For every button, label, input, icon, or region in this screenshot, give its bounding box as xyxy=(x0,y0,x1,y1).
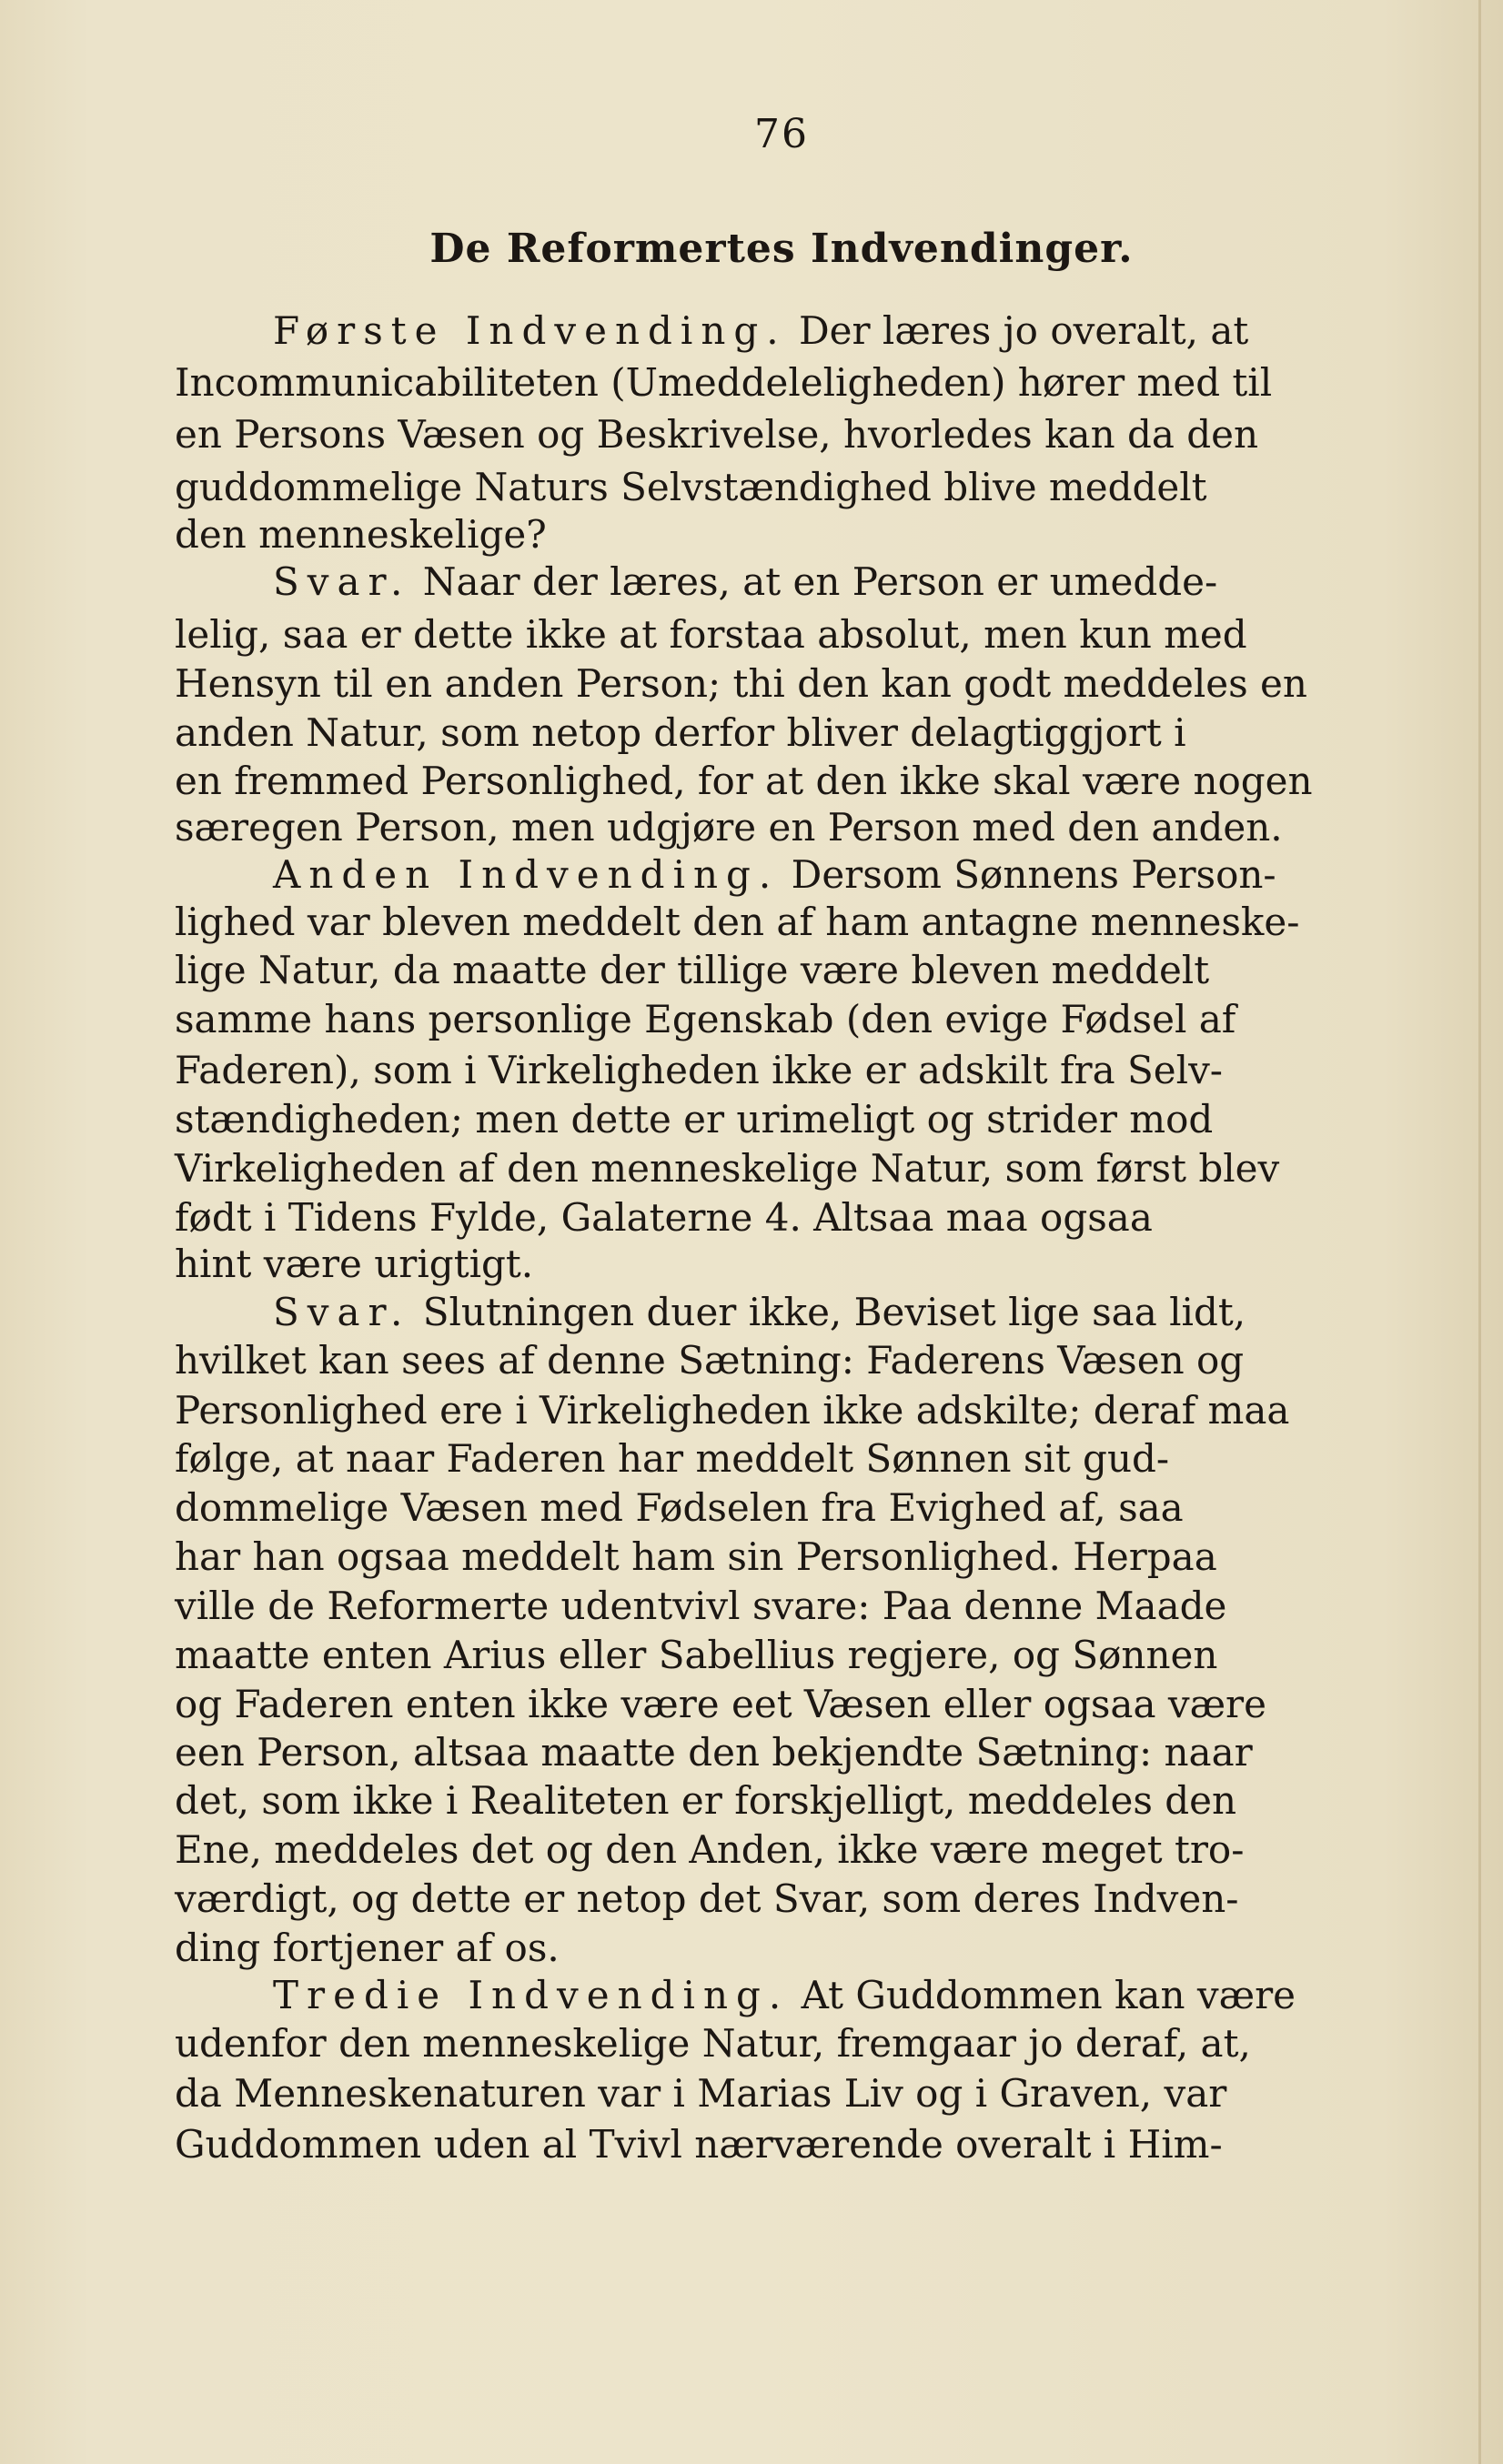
text-line: udenfor den menneskelige Natur, fremgaar jo deraf, at, xyxy=(175,2021,1251,2066)
text-line: Personlighed ere i Virkeligheden ikke adskilte; deraf maa xyxy=(175,1388,1290,1433)
text-line: guddommelige Naturs Selvstændighed blive meddelt xyxy=(175,465,1207,509)
text-line: anden Natur, som netop derfor bliver delagtiggjort i xyxy=(175,710,1186,755)
text-line: følge, at naar Faderen har meddelt Sønnen sit gud- xyxy=(175,1436,1170,1481)
text-line: det, som ikke i Realiteten er forskjelligt, meddeles den xyxy=(175,1778,1237,1823)
page-edge xyxy=(1478,0,1481,2464)
text-line: Første Indvending. Der læres jo overalt, at xyxy=(273,308,1249,353)
text-line: en fremmed Personlighed, for at den ikke skal være nogen xyxy=(175,759,1313,803)
text-line: lige Natur, da maatte der tillige være bleven meddelt xyxy=(175,948,1210,992)
text-line: Faderen), som i Virkeligheden ikke er adskilt fra Selv- xyxy=(175,1048,1223,1092)
text-line: Svar. Naar der læres, at en Person er umedde- xyxy=(273,559,1218,604)
text-line: værdigt, og dette er netop det Svar, som deres Indven- xyxy=(175,1876,1239,1921)
text-line: særegen Person, men udgjøre en Person med den anden. xyxy=(175,805,1283,850)
text-line: da Menneskenaturen var i Marias Liv og i Graven, var xyxy=(175,2071,1227,2116)
text-line: lelig, saa er dette ikke at forstaa absolut, men kun med xyxy=(175,612,1247,657)
section-heading: De Reformertes Indvendinger. xyxy=(429,226,1134,272)
page-number: 76 xyxy=(754,111,809,157)
text-line: hvilket kan sees af denne Sætning: Faderens Væsen og xyxy=(175,1338,1245,1383)
text-line: Ene, meddeles det og den Anden, ikke være meget tro- xyxy=(175,1827,1245,1872)
text-line: og Faderen enten ikke være eet Væsen eller ogsaa være xyxy=(175,1682,1266,1726)
text-line: Svar. Slutningen duer ikke, Beviset lige saa lidt, xyxy=(273,1290,1246,1334)
text-line: Guddommen uden al Tvivl nærværende overalt i Him- xyxy=(175,2122,1223,2167)
text-line: ville de Reformerte udentvivl svare: Paa denne Maade xyxy=(175,1584,1227,1628)
text-line: samme hans personlige Egenskab (den evige Fødsel af xyxy=(175,997,1236,1041)
text-line: dommelige Væsen med Fødselen fra Evighed af, saa xyxy=(175,1485,1184,1530)
text-line: Virkeligheden af den menneskelige Natur, som først blev xyxy=(175,1146,1280,1191)
text-line: Hensyn til en anden Person; thi den kan godt meddeles en xyxy=(175,661,1307,706)
text-line: en Persons Væsen og Beskrivelse, hvorledes kan da den xyxy=(175,412,1259,457)
text-line: een Person, altsaa maatte den bekjendte Sætning: naar xyxy=(175,1730,1253,1775)
text-line: Anden Indvending. Dersom Sønnens Person- xyxy=(273,852,1276,897)
text-line: maatte enten Arius eller Sabellius regjere, og Sønnen xyxy=(175,1633,1218,1677)
text-line: den menneskelige? xyxy=(175,512,547,557)
text-line: ding fortjener af os. xyxy=(175,1926,560,1970)
text-line: Incommunicabiliteten (Umeddeleligheden) hører med til xyxy=(175,360,1273,405)
text-line: hint være urigtigt. xyxy=(175,1242,534,1286)
text-line: har han ogsaa meddelt ham sin Personlighed. Herpaa xyxy=(175,1534,1217,1579)
text-line: lighed var bleven meddelt den af ham antagne menneske- xyxy=(175,900,1300,944)
text-line: stændigheden; men dette er urimeligt og strider mod xyxy=(175,1097,1214,1141)
text-line: født i Tidens Fylde, Galaterne 4. Altsaa maa ogsaa xyxy=(175,1195,1153,1240)
text-line: Tredie Indvending. At Guddommen kan være xyxy=(273,1973,1296,2017)
